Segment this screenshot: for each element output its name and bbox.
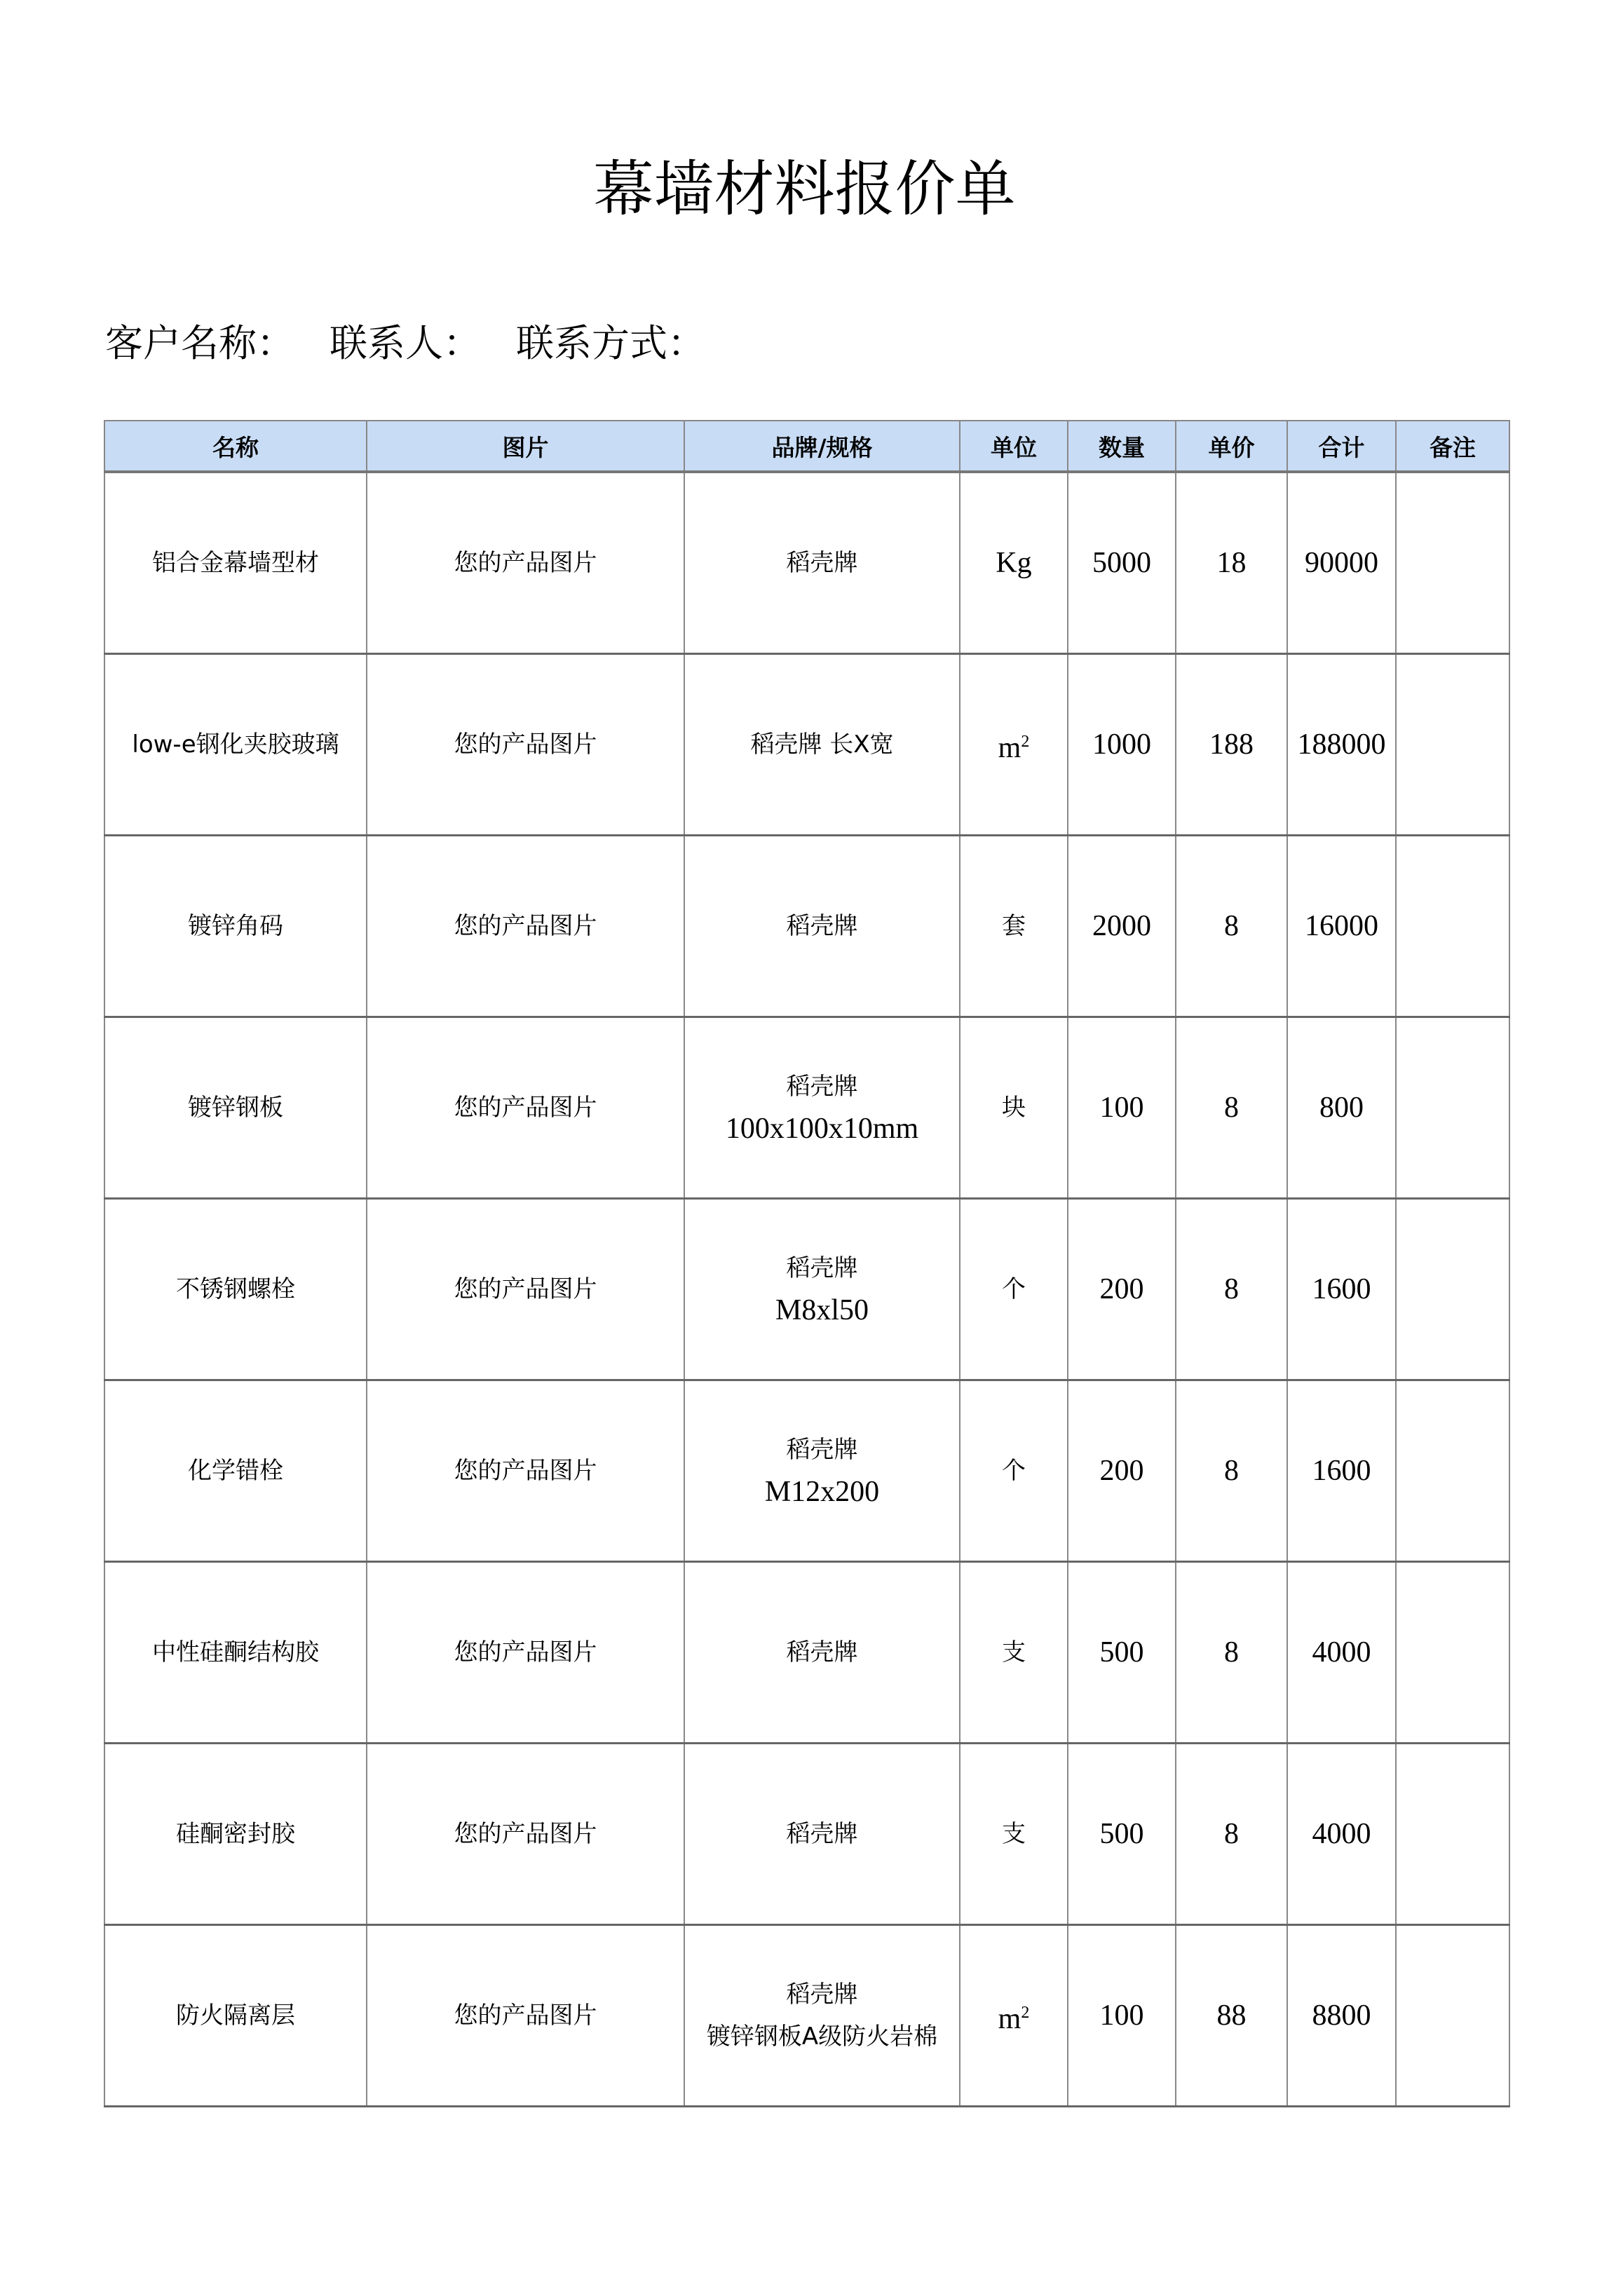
- cell-unit-price: 18: [1176, 472, 1287, 654]
- cell-name: 镀锌角码: [104, 836, 367, 1017]
- column-header-brand-spec: 品牌/规格: [684, 421, 960, 472]
- cell-name: 防火隔离层: [104, 1925, 367, 2107]
- cell-quantity: 2000: [1068, 836, 1176, 1017]
- cell-total: 4000: [1287, 1562, 1396, 1744]
- cell-total: 1600: [1287, 1380, 1396, 1562]
- column-header-remarks: 备注: [1396, 421, 1509, 472]
- table-header-row: [104, 421, 1509, 472]
- cell-remarks: [1396, 654, 1509, 836]
- brand-text: 稻壳牌: [786, 1981, 858, 2009]
- brand-text: 稻壳牌: [786, 1254, 858, 1282]
- column-header-image: 图片: [367, 421, 684, 472]
- cell-unit-price: 88: [1176, 1925, 1287, 2107]
- cell-unit: 支: [960, 1744, 1068, 1925]
- cell-name: 中性硅酮结构胶: [104, 1562, 367, 1744]
- cell-unit-price: 8: [1176, 1199, 1287, 1380]
- cell-brand-spec: [684, 1380, 960, 1562]
- contact-person-label: 联系人：: [330, 321, 481, 365]
- brand-text: 稻壳牌: [786, 912, 858, 940]
- cell-name: 铝合金幕墙型材: [104, 472, 367, 654]
- cell-unit: 套: [960, 836, 1068, 1017]
- column-header-unit: 单位: [960, 421, 1068, 472]
- cell-unit-price: 8: [1176, 836, 1287, 1017]
- cell-image: 您的产品图片: [367, 1562, 684, 1744]
- spec-text: 100x100x10mm: [725, 1113, 919, 1145]
- cell-total: 800: [1287, 1017, 1396, 1199]
- cell-unit: 个: [960, 1380, 1068, 1562]
- table-row: [104, 1562, 1509, 1744]
- column-header-quantity: 数量: [1068, 421, 1176, 472]
- cell-quantity: 200: [1068, 1380, 1176, 1562]
- brand-text: 稻壳牌: [786, 1436, 858, 1464]
- cell-brand-spec: [684, 1017, 960, 1199]
- cell-quantity: 5000: [1068, 472, 1176, 654]
- quotation-table: [104, 420, 1510, 2107]
- brand-text: 稻壳牌: [786, 1820, 858, 1848]
- cell-unit-price: 8: [1176, 1017, 1287, 1199]
- cell-remarks: [1396, 1562, 1509, 1744]
- cell-image: 您的产品图片: [367, 1017, 684, 1199]
- cell-quantity: 100: [1068, 1017, 1176, 1199]
- column-header-total: 合计: [1287, 421, 1396, 472]
- cell-unit: $m^2$: [960, 1925, 1068, 2107]
- cell-total: 1600: [1287, 1199, 1396, 1380]
- spec-text: M12x200: [764, 1476, 880, 1508]
- cell-unit-price: 8: [1176, 1562, 1287, 1744]
- table-row: [104, 654, 1509, 836]
- cell-remarks: [1396, 1380, 1509, 1562]
- cell-brand-spec: [684, 472, 960, 654]
- cell-remarks: [1396, 1744, 1509, 1925]
- cell-brand-spec: [684, 1744, 960, 1925]
- cell-image: 您的产品图片: [367, 1380, 684, 1562]
- cell-name: 化学错栓: [104, 1380, 367, 1562]
- table-row: [104, 1199, 1509, 1380]
- contact-method-label: 联系方式：: [516, 321, 705, 365]
- cell-remarks: [1396, 836, 1509, 1017]
- cell-image: 您的产品图片: [367, 836, 684, 1017]
- cell-name: 不锈钢螺栓: [104, 1199, 367, 1380]
- cell-remarks: [1396, 1925, 1509, 2107]
- cell-unit: 个: [960, 1199, 1068, 1380]
- cell-brand-spec: [684, 1925, 960, 2107]
- cell-remarks: [1396, 1017, 1509, 1199]
- cell-image: 您的产品图片: [367, 1744, 684, 1925]
- cell-name: low-e钢化夹胶玻璃: [104, 654, 367, 836]
- brand-text: 稻壳牌 长X宽: [750, 731, 894, 759]
- cell-unit-price: 8: [1176, 1744, 1287, 1925]
- table-row: [104, 1925, 1509, 2107]
- cell-brand-spec: [684, 1199, 960, 1380]
- cell-quantity: 100: [1068, 1925, 1176, 2107]
- cell-brand-spec: [684, 836, 960, 1017]
- cell-quantity: 200: [1068, 1199, 1176, 1380]
- cell-remarks: [1396, 472, 1509, 654]
- table-row: [104, 1017, 1509, 1199]
- cell-brand-spec: [684, 654, 960, 836]
- cell-total: 8800: [1287, 1925, 1396, 2107]
- cell-image: 您的产品图片: [367, 654, 684, 836]
- cell-total: 188000: [1287, 654, 1396, 836]
- customer-name-label: 客户名称：: [105, 321, 294, 365]
- table-row: [104, 1380, 1509, 1562]
- customer-info: [105, 319, 705, 368]
- cell-total: 90000: [1287, 472, 1396, 654]
- table-row: [104, 836, 1509, 1017]
- cell-total: 16000: [1287, 836, 1396, 1017]
- cell-remarks: [1396, 1199, 1509, 1380]
- cell-image: 您的产品图片: [367, 1199, 684, 1380]
- page-title: 幕墙材料报价单: [593, 154, 1016, 224]
- cell-unit: $m^2$: [960, 654, 1068, 836]
- spec-text: M8xl50: [775, 1294, 869, 1326]
- brand-text: 稻壳牌: [786, 549, 858, 577]
- cell-image: 您的产品图片: [367, 472, 684, 654]
- column-header-name: 名称: [104, 421, 367, 472]
- cell-unit: 块: [960, 1017, 1068, 1199]
- cell-quantity: 500: [1068, 1744, 1176, 1925]
- brand-text: 稻壳牌: [786, 1638, 858, 1666]
- brand-text: 稻壳牌: [786, 1073, 858, 1101]
- cell-unit: Kg: [960, 472, 1068, 654]
- cell-quantity: 1000: [1068, 654, 1176, 836]
- cell-quantity: 500: [1068, 1562, 1176, 1744]
- cell-image: 您的产品图片: [367, 1925, 684, 2107]
- cell-unit-price: 8: [1176, 1380, 1287, 1562]
- table-row: [104, 472, 1509, 654]
- table-row: [104, 1744, 1509, 1925]
- cell-brand-spec: [684, 1562, 960, 1744]
- cell-name: 硅酮密封胶: [104, 1744, 367, 1925]
- spec-text: 镀锌钢板A级防火岩棉: [706, 2023, 938, 2051]
- cell-total: 4000: [1287, 1744, 1396, 1925]
- cell-name: 镀锌钢板: [104, 1017, 367, 1199]
- cell-unit-price: 188: [1176, 654, 1287, 836]
- column-header-unit-price: 单价: [1176, 421, 1287, 472]
- cell-unit: 支: [960, 1562, 1068, 1744]
